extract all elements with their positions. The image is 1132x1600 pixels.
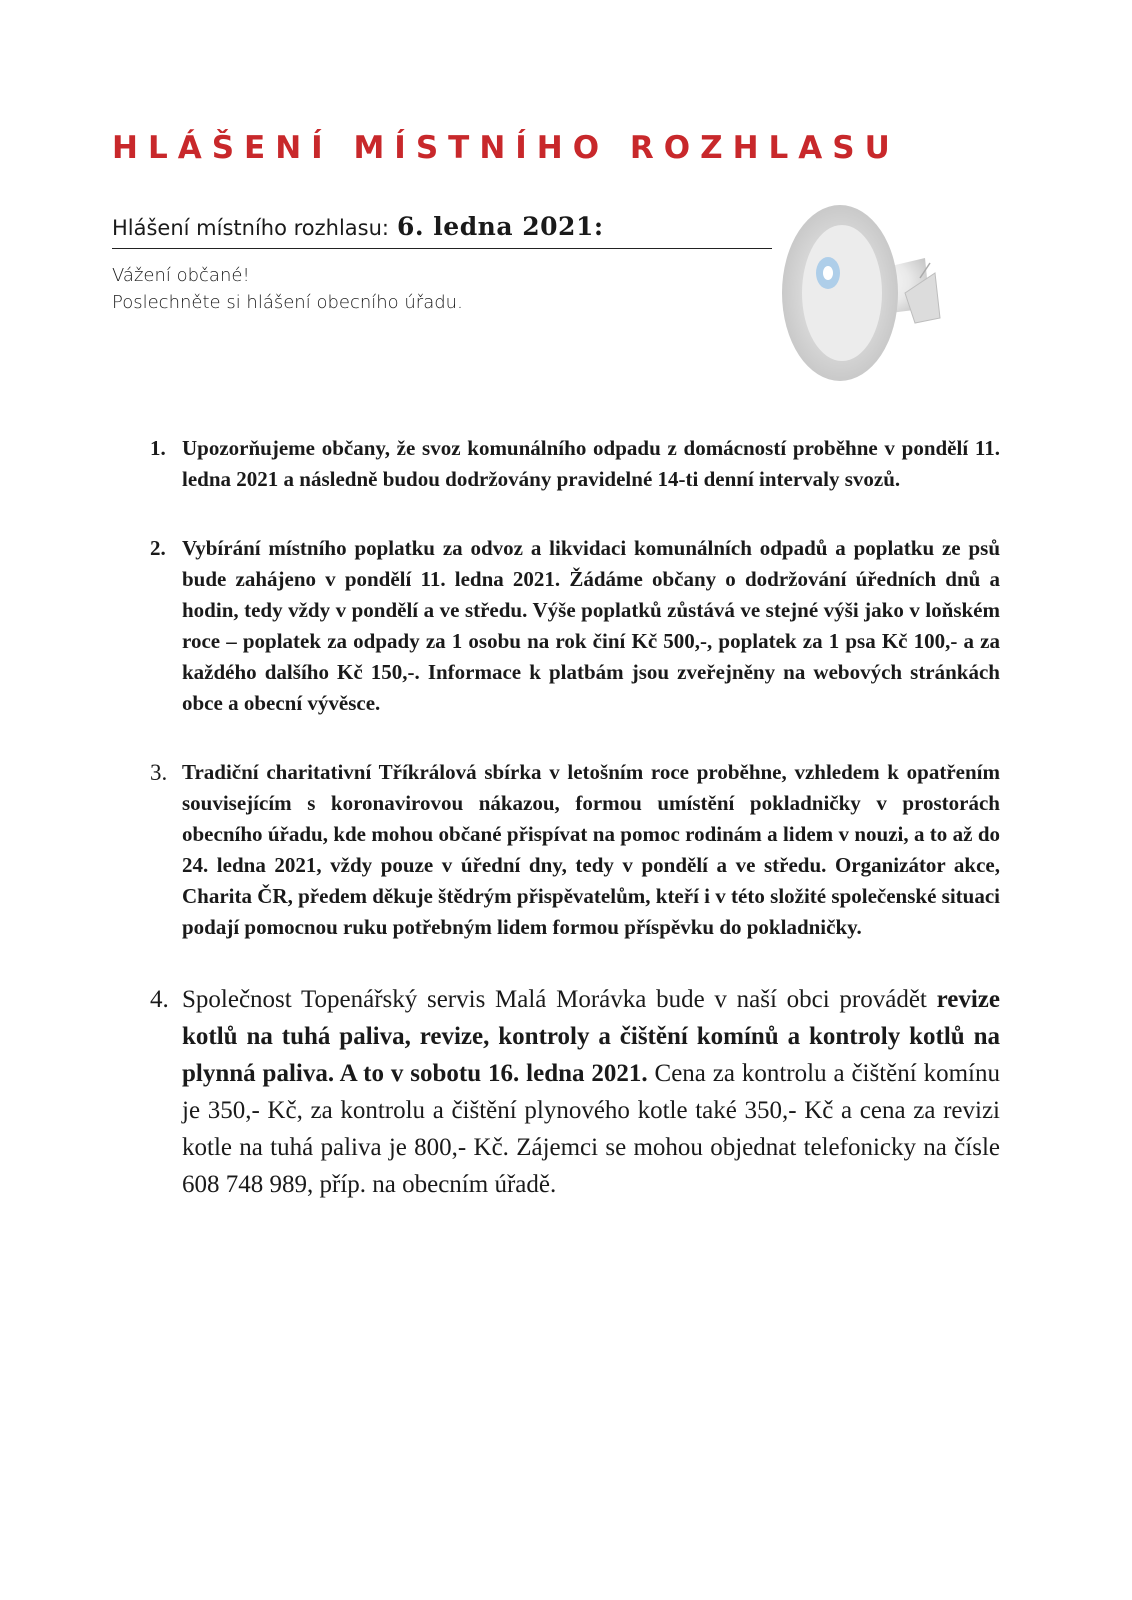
list-item [150,433,1000,495]
list-item [150,981,1000,1203]
subheading-label: Hlášení místního rozhlasu: [112,216,389,240]
item-text: Vybírání místního poplatku za odvoz a likvidaci komunálních odpadů a poplatku ze psů bude zahájeno v pondělí 11. ledna 2021. Žádáme občany o dodržování úředních dnů a hodin, tedy vždy v pondělí a ve středu. Výše poplatků zůstává ve stejné výši jako v loňském roce – poplatek za odpady za 1 osobu na rok činí Kč 500,-, poplatek za 1 psa Kč 100,- a za každého dalšího Kč 150,-. Informace k platbám jsou zveřejněny na webových stránkách obce a obecní vývěsce. [182,536,1000,715]
item-number: 4. [150,986,169,1013]
item-text [182,981,1000,1203]
item-text: Upozorňujeme občany, že svoz komunálního odpadu z domácností proběhne v pondělí 11. ledna 2021 a následně budou dodržovány pravidelné 14-ti denní intervaly svozů. [182,436,1000,491]
announcement-subheading [112,210,772,249]
item-number: 3. [150,760,168,785]
item-text-intro: Společnost Topenářský servis Malá Morávka bude v naší obci provádět [182,986,937,1013]
list-item [150,533,1000,719]
list-item [150,757,1000,943]
item-text-emphasis: revize kotlů na tuhá paliva, revize, kontroly a čištění komínů a kontroly kotlů na plynná paliva. A to v sobotu 16. ledna 2021. [182,986,1000,1087]
greeting-line-2: Poslechněte si hlášení obecního úřadu. [112,292,463,313]
item-text: Tradiční charitativní Tříkrálová sbírka v letošním roce proběhne, vzhledem k opatřením souvisejícím s koronavirovou nákazou, formou umístění pokladničky v prostorách obecního úřadu, kde mohou občané přispívat na pomoc rodinám a lidem v nouzi, a to až do 24. ledna 2021, vždy pouze v úřední dny, tedy v pondělí a ve středu. Organizátor akce, Charita ČR, předem děkuje štědrým přispěvatelům, kteří i v této složité společenské situaci podají pomocnou ruku potřebným lidem formou příspěvku do pokladničky. [182,760,1000,939]
announcement-date: 6. ledna 2021: [397,212,604,241]
item-number: 2. [150,536,166,560]
announcement-list [150,433,1000,1203]
greeting [112,262,463,316]
item-text-details: Cena za kontrolu a čištění komínu je 350,- Kč, za kontrolu a čištění plynového kotle také 350,- Kč a cena za revizi kotle na tuhá paliva je 800,- Kč. Zájemci se mohou objednat telefonicky na čísle 608 748 989, příp. na obecním úřadě. [182,1060,1000,1198]
greeting-line-1: Vážení občané! [112,265,250,286]
item-number: 1. [150,436,166,460]
document-title: HLÁŠENÍ MÍSTNÍHO ROZHLASU [112,130,900,166]
megaphone-icon [780,198,960,388]
